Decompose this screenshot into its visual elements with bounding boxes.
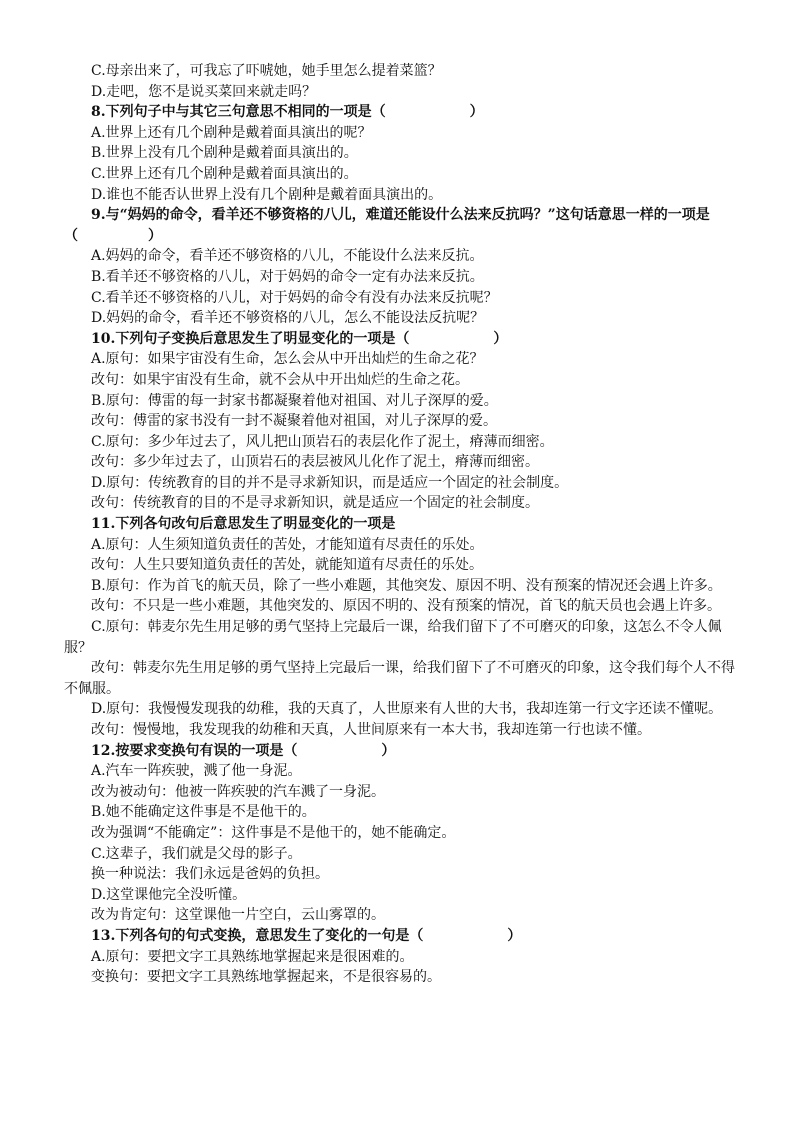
option-line: C.原句：多少年过去了，风儿把山顶岩石的表层化作了泥土，瘠薄而细密。	[91, 433, 554, 450]
option-line: 改为强调“不能确定”：这件事是不是他干的，她不能确定。	[91, 824, 456, 841]
option-line: 改句：傅雷的家书没有一封不凝聚着他对祖国，对儿子深厚的爱。	[91, 413, 497, 430]
option-line: C.母亲出来了，可我忘了吓唬她，她手里怎么提着菜篮？	[91, 63, 442, 79]
option-line: B.看羊还不够资格的八儿，对于妈妈的命令一定有办法来反抗。	[91, 268, 484, 285]
option-line: 改句：传统教育的目的不是寻求新知识，就是适应一个固定的社会制度。	[91, 495, 539, 512]
option-line: 改句：不只是一些小难题，其他突发的、原因不明的、没有预案的情况，首飞的航天员也会遇上许多。	[91, 598, 721, 615]
question-8-stem: 8.下列句子中与其它三句意思不相同的一项是（ ）	[91, 104, 484, 121]
option-line: 改句：如果宇宙没有生命，就不会从中开出灿烂的生命之花。	[91, 371, 469, 388]
option-line: C.世界上还有几个剧种是戴着面具演出的。	[91, 165, 358, 182]
option-line: 改句：韩麦尔先生用足够的勇气坚持上完最后一课，给我们留下了不可磨灭的印象，这令我们每个人不得不佩服。	[64, 660, 735, 697]
option-line: B.世界上没有几个剧种是戴着面具演出的。	[91, 145, 358, 162]
option-line: A.原句：如果宇宙没有生命，怎么会从中开出灿烂的生命之花？	[91, 351, 484, 368]
option-line: 改句：人生只要知道负责任的苦处，就能知道有尽责任的乐处。	[91, 557, 483, 574]
option-line: B.原句：作为首飞的航天员，除了一些小难题，其他突发、原因不明、没有预案的情况还会遇上许多。	[91, 577, 722, 594]
question-12-stem: 12.按要求变换句有误的一项是（ ）	[91, 742, 396, 759]
option-line: A.原句：要把文字工具熟练地掌握起来是很困难的。	[91, 948, 414, 965]
option-line: A.妈妈的命令，看羊还不够资格的八儿，不能设什么法来反抗。	[91, 248, 484, 265]
option-line: D.这堂课他完全没听懂。	[91, 886, 247, 903]
option-line: C.原句：韩麦尔先生用足够的勇气坚持上完最后一课，给我们留下了不可磨灭的印象，这怎么不令人佩服？	[64, 619, 722, 656]
option-line: 改为被动句：他被一阵疾驶的汽车溅了一身泥。	[91, 783, 385, 800]
option-line: A.世界上还有几个剧种是戴着面具演出的呢？	[91, 124, 372, 141]
option-line: A.汽车一阵疾驶，溅了他一身泥。	[91, 763, 302, 780]
option-line: C.这辈子，我们就是父母的影子。	[91, 845, 302, 862]
question-text-block	[64, 61, 744, 988]
option-line: 改句：慢慢地，我发现我的幼稚和天真，人世间原来有一本大书，我却连第一行也读不懂。	[91, 722, 651, 738]
question-11-stem: 11.下列各句改句后意思发生了明显变化的一项是	[91, 516, 396, 533]
option-line: B.她不能确定这件事是不是他干的。	[91, 804, 316, 821]
option-line: 变换句：要把文字工具熟练地掌握起来，不是很容易的。	[91, 969, 441, 986]
option-line: B.原句：傅雷的每一封家书都凝聚着他对祖国、对儿子深厚的爱。	[91, 392, 498, 409]
option-line: D.谁也不能否认世界上没有几个剧种是戴着面具演出的。	[91, 186, 443, 203]
question-9-stem: 9.与“妈妈的命令，看羊还不够资格的八儿，难道还能设什么法来反抗吗？”这句话意思一样的一项是（ ）	[64, 207, 710, 244]
question-10-stem: 10.下列句子变换后意思发生了明显变化的一项是（ ）	[91, 330, 508, 347]
option-line: C.看羊还不够资格的八儿，对于妈妈的命令有没有办法来反抗呢？	[91, 289, 498, 306]
option-line: 换一种说法：我们永远是爸妈的负担。	[91, 866, 329, 883]
option-line: A.原句：人生须知道负责任的苦处，才能知道有尽责任的乐处。	[91, 536, 484, 553]
option-line: D.妈妈的命令，看羊还不够资格的八儿，怎么不能设法反抗呢？	[91, 310, 485, 327]
option-line: D.原句：我慢慢发现我的幼稚，我的天真了，人世原来有人世的大书，我却连第一行文字还读不懂呢。	[91, 701, 723, 718]
option-line: D.原句：传统教育的目的并不是寻求新知识，而是适应一个固定的社会制度。	[91, 474, 569, 491]
question-13-stem: 13.下列各句的句式变换，意思发生了变化的一句是（ ）	[91, 927, 522, 944]
option-line: D.走吧，您不是说买菜回来就走吗？	[91, 83, 317, 100]
option-line: 改为肯定句：这堂课他一片空白，云山雾罩的。	[91, 907, 385, 924]
option-line: 改句：多少年过去了，山顶岩石的表层被风儿化作了泥土，瘠薄而细密。	[91, 454, 539, 471]
